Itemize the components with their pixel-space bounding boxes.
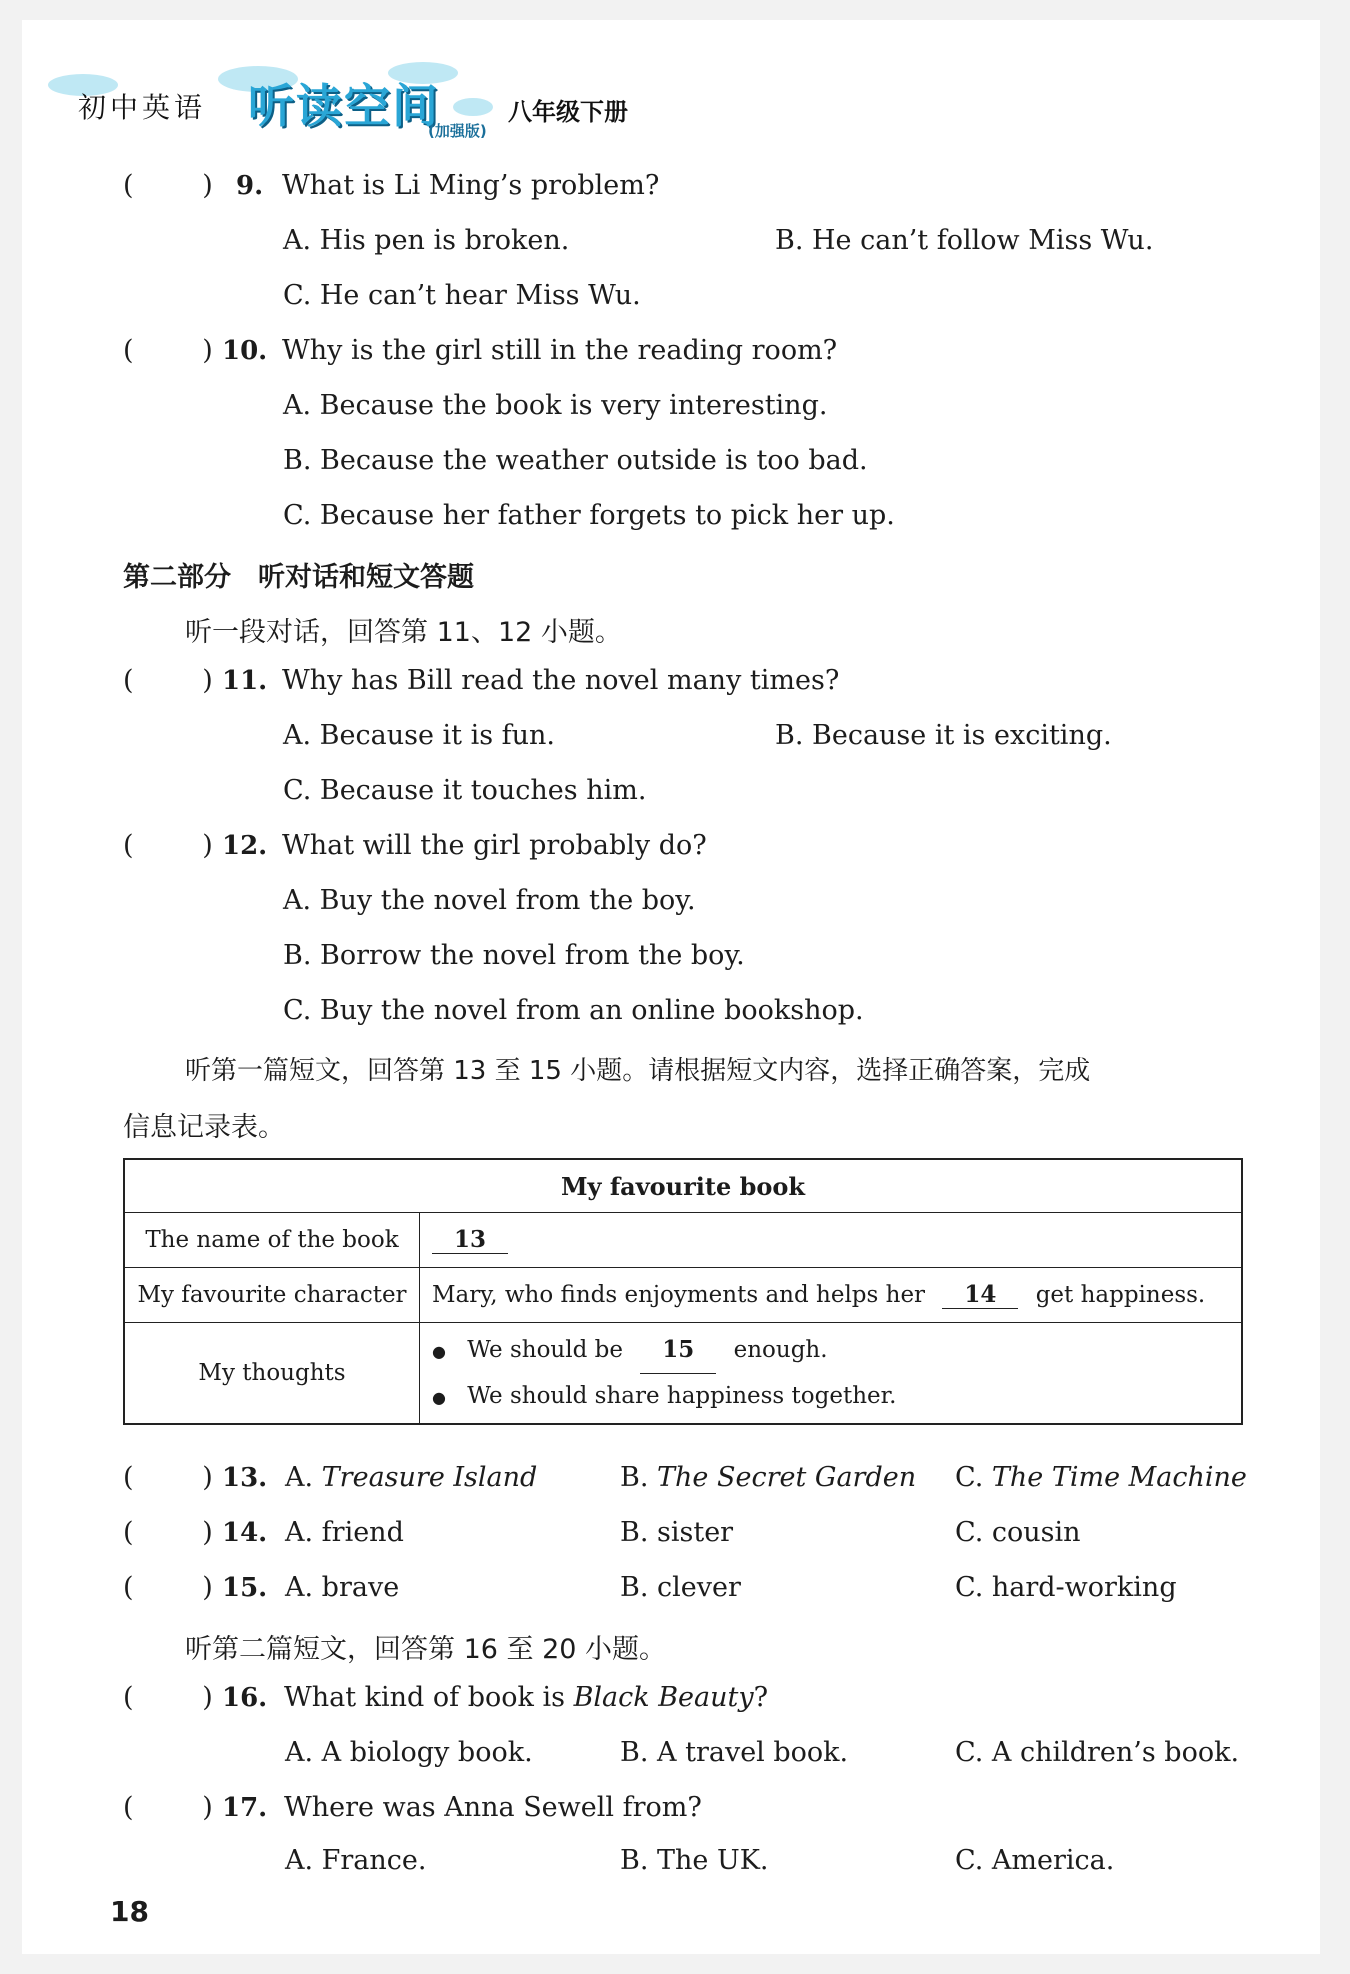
- answer-bracket[interactable]: ( ): [123, 1462, 213, 1493]
- bullet-icon: ●: [432, 1388, 446, 1407]
- page-number: 18: [110, 1895, 149, 1928]
- blank-13[interactable]: 13: [432, 1226, 508, 1254]
- table-cell-thoughts: [420, 1323, 1243, 1425]
- question-number: 9.: [236, 171, 264, 201]
- table-cell-character: [420, 1268, 1243, 1323]
- question-text: Why is the girl still in the reading room?: [282, 335, 838, 366]
- option-b: B. clever: [620, 1572, 741, 1603]
- option-b: B. He can’t follow Miss Wu.: [775, 225, 1154, 256]
- cloud-decoration: [453, 98, 493, 116]
- thought-text-pre: We should be: [467, 1337, 623, 1363]
- option-b: B. Because it is exciting.: [775, 720, 1112, 751]
- question-number: 10.: [222, 336, 268, 366]
- option-c: C. Because it touches him.: [283, 775, 647, 806]
- option-a: A. brave: [285, 1572, 400, 1603]
- option-a: [285, 1462, 537, 1493]
- table-label-thoughts: My thoughts: [124, 1323, 420, 1425]
- option-c: [955, 1462, 1247, 1493]
- option-b: B. Because the weather outside is too bad.: [283, 445, 868, 476]
- option-b: [620, 1462, 916, 1493]
- option-c: C. America.: [955, 1845, 1115, 1876]
- info-record-table: [123, 1158, 1243, 1425]
- option-b: B. The UK.: [620, 1845, 769, 1876]
- question-text: What is Li Ming’s problem?: [282, 170, 660, 201]
- series-title: 初中英语: [78, 91, 207, 124]
- thought-item: [432, 1373, 1229, 1419]
- option-a: A. France.: [285, 1845, 427, 1876]
- answer-bracket[interactable]: ( ): [123, 335, 213, 366]
- book-title: Treasure Island: [321, 1462, 538, 1493]
- option-a: A. His pen is broken.: [283, 225, 570, 256]
- character-text-pre: Mary, who finds enjoyments and helps her: [432, 1282, 926, 1308]
- table-cell-book-name: [420, 1213, 1243, 1268]
- passage-instruction: 听第一篇短文，回答第 13 至 15 小题。请根据短文内容，选择正确答案，完成: [185, 1056, 1091, 1086]
- bullet-icon: ●: [432, 1342, 446, 1361]
- option-c: C. A children’s book.: [955, 1737, 1240, 1768]
- passage-instruction-cont: 信息记录表。: [123, 1112, 285, 1143]
- page-header: [48, 52, 748, 142]
- question-number: 12.: [222, 831, 268, 861]
- question-number: 16.: [222, 1683, 268, 1713]
- dialogue-instruction: 听一段对话，回答第 11、12 小题。: [185, 617, 622, 648]
- grade-label: 八年级下册: [508, 98, 628, 126]
- question-text: Why has Bill read the novel many times?: [282, 665, 840, 696]
- answer-bracket[interactable]: ( ): [123, 665, 213, 696]
- question-text-pre: What kind of book is: [284, 1682, 574, 1713]
- table-title: My favourite book: [124, 1159, 1242, 1213]
- question-number: 17.: [222, 1793, 268, 1823]
- option-a: A. Because it is fun.: [283, 720, 556, 751]
- book-title: Black Beauty: [573, 1682, 754, 1713]
- option-b: B. A travel book.: [620, 1737, 849, 1768]
- answer-bracket[interactable]: ( ): [123, 1517, 213, 1548]
- question-text: [284, 1682, 768, 1713]
- question-mark: ?: [753, 1682, 769, 1713]
- option-c: C. cousin: [955, 1517, 1081, 1548]
- thought-text: We should share happiness together.: [467, 1383, 897, 1409]
- blank-14[interactable]: 14: [942, 1281, 1018, 1309]
- thought-text-post: enough.: [733, 1337, 828, 1363]
- option-a: A. friend: [285, 1517, 404, 1548]
- character-text-post: get happiness.: [1035, 1282, 1206, 1308]
- option-letter: C.: [955, 1462, 992, 1493]
- table-label-character: My favourite character: [124, 1268, 420, 1323]
- series-logo: 听读空间: [248, 79, 440, 133]
- passage-instruction: 听第二篇短文，回答第 16 至 20 小题。: [185, 1634, 667, 1665]
- option-c: C. hard-working: [955, 1572, 1177, 1603]
- question-text: What will the girl probably do?: [282, 830, 707, 861]
- question-number: 15.: [222, 1573, 268, 1603]
- option-letter: A.: [285, 1462, 322, 1493]
- question-text: Where was Anna Sewell from?: [284, 1792, 702, 1823]
- question-number: 14.: [222, 1518, 268, 1548]
- option-letter: B.: [620, 1462, 658, 1493]
- answer-bracket[interactable]: ( ): [123, 170, 213, 201]
- answer-bracket[interactable]: ( ): [123, 1572, 213, 1603]
- option-c: C. He can’t hear Miss Wu.: [283, 280, 641, 311]
- option-c: C. Because her father forgets to pick her up.: [283, 500, 895, 531]
- answer-bracket[interactable]: ( ): [123, 1682, 213, 1713]
- option-a: A. Buy the novel from the boy.: [283, 885, 696, 916]
- book-title: The Secret Garden: [657, 1462, 917, 1493]
- option-c: C. Buy the novel from an online bookshop.: [283, 995, 864, 1026]
- answer-bracket[interactable]: ( ): [123, 1792, 213, 1823]
- book-title: The Time Machine: [991, 1462, 1247, 1493]
- question-number: 13.: [222, 1463, 268, 1493]
- answer-bracket[interactable]: ( ): [123, 830, 213, 861]
- option-a: A. Because the book is very interesting.: [283, 390, 828, 421]
- option-a: A. A biology book.: [285, 1737, 533, 1768]
- edition-label: (加强版): [428, 122, 487, 140]
- thought-item: [432, 1327, 1229, 1373]
- option-b: B. Borrow the novel from the boy.: [283, 940, 745, 971]
- table-label-book-name: The name of the book: [124, 1213, 420, 1268]
- section-title: 第二部分 听对话和短文答题: [123, 562, 474, 593]
- option-b: B. sister: [620, 1517, 734, 1548]
- question-number: 11.: [222, 666, 268, 696]
- blank-15[interactable]: 15: [640, 1327, 716, 1374]
